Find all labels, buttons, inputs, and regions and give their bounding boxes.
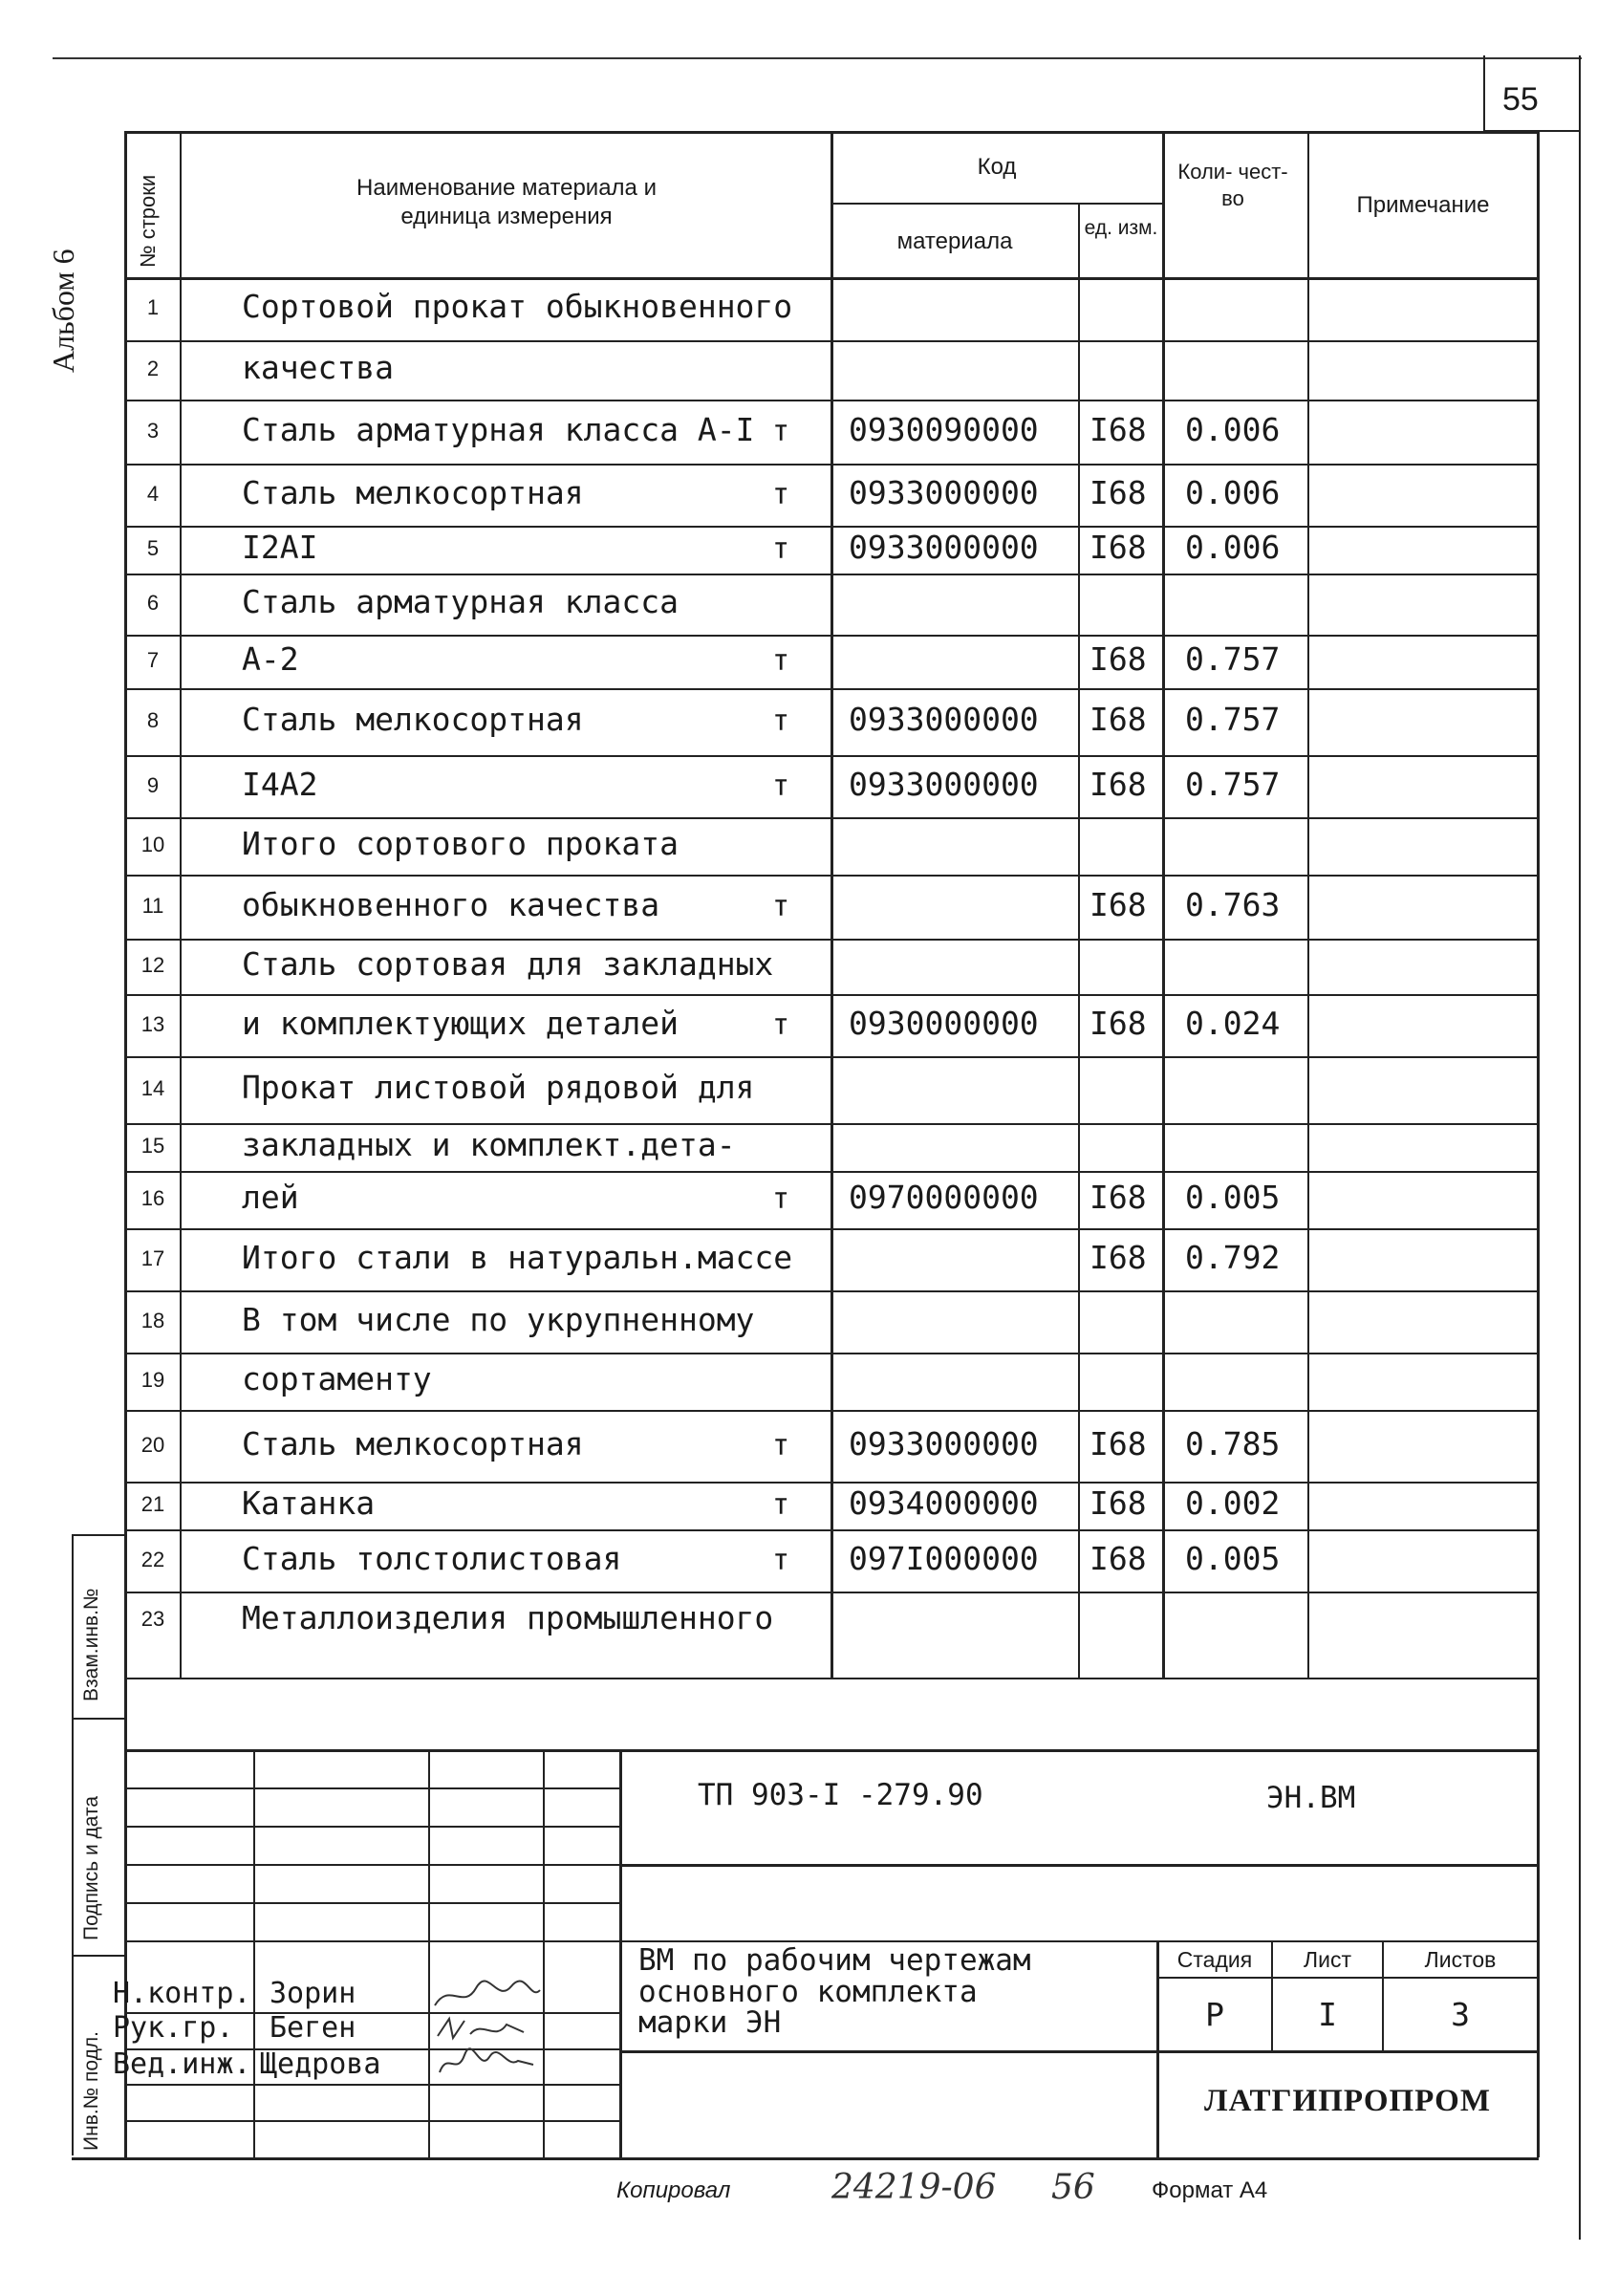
row-number: 10 (140, 833, 165, 856)
row-ed: I68 (1089, 765, 1147, 803)
col-divider-rowno (180, 131, 182, 1679)
side-label-sign-date: Подпись и дата (80, 1795, 102, 1940)
row-ed: I68 (1089, 1539, 1147, 1577)
row-code: 0933000000 (849, 765, 1039, 803)
row-number: 3 (146, 418, 160, 443)
row-number: 17 (140, 1245, 165, 1270)
stage-label: Стадия (1176, 1947, 1253, 1972)
row-number: 22 (140, 1547, 165, 1571)
col-divider-unit (1162, 131, 1165, 1679)
row-separator (124, 526, 1539, 528)
row-ed: I68 (1089, 640, 1147, 678)
frame-right (1579, 55, 1581, 2240)
doc-code: ТП 903-I -279.90 (698, 1778, 983, 1812)
row-name: В том числе по укрупненному (242, 1300, 755, 1338)
side-strip-top (72, 1534, 124, 1536)
row-name: А-2 (242, 640, 299, 678)
row-number: 18 (140, 1308, 165, 1332)
row-name: Сортовой прокат обыкновенного (242, 288, 793, 325)
row-separator (124, 1228, 1539, 1230)
row-ed: I68 (1089, 1004, 1147, 1042)
row-separator (124, 817, 1539, 819)
row-ed: I68 (1089, 701, 1147, 738)
stamp-grid-line (124, 1864, 619, 1866)
row-separator (124, 635, 1539, 637)
stamp-divider-main (619, 1749, 622, 2157)
row-separator (124, 1290, 1539, 1292)
stamp-title-line-3: марки ЭН (638, 2005, 782, 2041)
row-number: 14 (140, 1076, 165, 1100)
row-code: 0930090000 (849, 410, 1039, 448)
header-code: Код (977, 154, 1017, 180)
footer-copied-label: Копировал (616, 2177, 731, 2203)
page-number-box-left (1483, 55, 1485, 132)
row-name: Сталь арматурная класса А-I (242, 410, 755, 448)
row-separator (124, 1529, 1539, 1531)
stamp-grid-line (124, 2120, 619, 2122)
footer-format: Формат А4 (1152, 2177, 1268, 2203)
row-unit: т (772, 1543, 790, 1577)
row-name: Прокат листовой рядовой для (242, 1069, 755, 1106)
name-shchedrova: Щедрова (260, 2047, 381, 2081)
row-ed: I68 (1089, 1179, 1147, 1216)
row-code: 097I000000 (849, 1539, 1039, 1577)
row-number: 1 (146, 295, 160, 319)
name-begen: Беген (270, 2011, 356, 2045)
row-unit: т (772, 1182, 790, 1216)
row-code: 0970000000 (849, 1179, 1039, 1216)
row-number: 13 (140, 1011, 165, 1036)
header-note: Примечание (1356, 192, 1490, 218)
row-name: Сталь сортовая для закладных (242, 945, 774, 983)
row-unit: т (772, 1007, 790, 1042)
row-qty: 0.006 (1185, 473, 1281, 511)
stamp-title (638, 1945, 1031, 2039)
row-qty: 0.763 (1185, 885, 1281, 923)
row-qty: 0.785 (1185, 1424, 1281, 1462)
row-name: Сталь толстолистовая (242, 1539, 622, 1577)
row-name: сортаменту (242, 1360, 432, 1397)
doc-mark: ЭН.ВМ (1266, 1781, 1356, 1815)
row-separator (124, 1353, 1539, 1354)
row-separator (124, 1482, 1539, 1484)
stamp-bottom-border (72, 2157, 1539, 2160)
row-number: 6 (146, 591, 160, 615)
row-unit: т (772, 704, 790, 738)
sheets-label: Листов (1424, 1947, 1497, 1972)
row-name: и комплектующих деталей (242, 1004, 679, 1042)
col-divider-material (1078, 203, 1080, 1679)
side-strip-left (72, 1534, 74, 2155)
table-body-bottom (124, 1678, 1539, 1679)
sheet-label: Лист (1304, 1947, 1351, 1972)
organization-name: ЛАТГИПРОПРОМ (1204, 2084, 1491, 2118)
row-ed: I68 (1089, 410, 1147, 448)
header-quantity: Коли- чест- во (1177, 160, 1288, 210)
row-unit: т (772, 644, 790, 678)
row-separator (124, 688, 1539, 690)
row-name: Итого стали в натуральн.массе (242, 1238, 793, 1276)
row-number: 21 (140, 1492, 165, 1516)
role-ved-inzh: Вед.инж. (113, 2047, 251, 2081)
stamp-grid-line (124, 1826, 619, 1828)
top-rule (53, 57, 1582, 59)
row-separator (124, 875, 1539, 877)
row-unit: т (772, 532, 790, 566)
stamp-title-line-1: ВМ по рабочим чертежам (638, 1943, 1031, 1978)
row-separator (124, 994, 1539, 996)
row-code: 0933000000 (849, 529, 1039, 566)
row-qty: 0.757 (1185, 765, 1281, 803)
row-name: Металлоизделия промышленного (242, 1599, 774, 1636)
stamp-grid-line (124, 1902, 619, 1904)
row-separator (124, 1171, 1539, 1173)
side-strip-sep2 (72, 1955, 124, 1957)
row-name: I2AI (242, 529, 318, 566)
row-number: 2 (146, 357, 160, 380)
row-separator (124, 340, 1539, 342)
row-code: 0933000000 (849, 1424, 1039, 1462)
stamp-grid-line (124, 1940, 619, 1942)
row-ed: I68 (1089, 473, 1147, 511)
role-ruk-gr: Рук.гр. (113, 2011, 234, 2045)
stamp-grid-line (124, 1787, 619, 1789)
row-number: 8 (146, 708, 160, 732)
side-strip-sep1 (72, 1718, 124, 1720)
row-separator (124, 464, 1539, 466)
sheet-value: I (1318, 1996, 1337, 2033)
row-name: обыкновенного качества (242, 885, 660, 923)
row-separator (124, 574, 1539, 575)
row-name: I4A2 (242, 765, 318, 803)
row-number: 4 (146, 481, 160, 506)
row-qty: 0.792 (1185, 1238, 1281, 1276)
row-name: лей (242, 1179, 299, 1216)
name-zorin: Зорин (270, 1977, 356, 2010)
row-qty: 0.006 (1185, 529, 1281, 566)
row-name: Сталь арматурная класса (242, 583, 679, 620)
row-ed: I68 (1089, 529, 1147, 566)
row-separator (124, 1592, 1539, 1593)
row-ed: I68 (1089, 1238, 1147, 1276)
row-number: 7 (146, 648, 160, 672)
row-qty: 0.757 (1185, 701, 1281, 738)
role-n-kontr: Н.контр. (113, 1977, 251, 2010)
row-unit: т (772, 1428, 790, 1462)
stamp-code-bottom (619, 1864, 1539, 1867)
row-qty: 0.002 (1185, 1484, 1281, 1522)
row-number: 11 (141, 893, 164, 918)
row-unit: т (772, 477, 790, 511)
sheets-value: 3 (1451, 1996, 1470, 2033)
page-number: 55 (1502, 81, 1539, 118)
stamp-title-line-2: основного комплекта (638, 1974, 978, 2009)
row-number: 15 (140, 1134, 165, 1158)
row-separator (124, 939, 1539, 941)
header-unit: ед. изм. (1084, 217, 1158, 239)
row-unit: т (772, 414, 790, 448)
row-ed: I68 (1089, 1424, 1147, 1462)
stamp-stage-divider (1156, 1940, 1159, 2157)
album-label: Альбом 6 (46, 249, 80, 373)
row-qty: 0.024 (1185, 1004, 1281, 1042)
footer-copy-number: 24219-06 (831, 2168, 997, 2207)
row-unit: т (772, 1488, 790, 1522)
row-qty: 0.757 (1185, 640, 1281, 678)
row-number: 16 (140, 1186, 165, 1210)
row-ed: I68 (1089, 1484, 1147, 1522)
table-left-border (124, 131, 127, 2157)
row-name: закладных и комплект.дета- (242, 1126, 736, 1163)
stamp-stage-header-line (1156, 1977, 1539, 1979)
row-qty: 0.006 (1185, 410, 1281, 448)
row-separator (124, 1056, 1539, 1058)
row-code: 0933000000 (849, 701, 1039, 738)
row-name: Сталь мелкосортная (242, 1424, 584, 1462)
row-number: 19 (140, 1368, 165, 1392)
stamp-title-top (619, 1940, 1539, 1942)
table-right-border (1537, 131, 1540, 2157)
row-code: 0930000000 (849, 1004, 1039, 1042)
row-code: 0933000000 (849, 473, 1039, 511)
stamp-col1 (253, 1749, 255, 2157)
code-subheader-line (831, 203, 1164, 205)
row-unit: т (772, 889, 790, 923)
stage-value: Р (1205, 1996, 1224, 2033)
row-qty: 0.005 (1185, 1539, 1281, 1577)
row-name: Сталь мелкосортная (242, 473, 584, 511)
footer-copy-sheet: 56 (1051, 2168, 1095, 2207)
row-ed: I68 (1089, 885, 1147, 923)
stamp-col2 (428, 1749, 430, 2157)
row-separator (124, 400, 1539, 401)
side-label-inv-replace: Взам.инв.№ (80, 1588, 102, 1701)
row-separator (124, 1410, 1539, 1412)
row-separator (124, 755, 1539, 757)
header-name: Наименование материала и единица измерения (356, 175, 657, 229)
stamp-top-border (124, 1749, 1539, 1752)
header-row-no: № строки (136, 174, 160, 268)
row-number: 5 (146, 536, 160, 560)
row-name: Итого сортового проката (242, 825, 679, 862)
row-number: 20 (140, 1432, 165, 1457)
row-name: Сталь мелкосортная (242, 701, 584, 738)
row-unit: т (772, 769, 790, 803)
row-number: 9 (146, 772, 160, 797)
row-qty: 0.005 (1185, 1179, 1281, 1216)
signatures-image (430, 1977, 545, 2082)
row-number: 23 (140, 1607, 165, 1631)
side-label-inv-orig: Инв.№ подл. (80, 2031, 102, 2151)
stamp-title-bottom (619, 2050, 1539, 2053)
row-name: Катанка (242, 1484, 376, 1522)
row-number: 12 (140, 953, 165, 977)
row-separator (124, 1123, 1539, 1125)
stamp-col3 (543, 1749, 545, 2157)
row-code: 0934000000 (849, 1484, 1039, 1522)
row-name: качества (242, 349, 394, 386)
col-divider-name (831, 131, 833, 1679)
col-divider-qty (1307, 131, 1309, 1679)
stamp-grid-line (124, 2084, 619, 2086)
header-material: материала (896, 228, 1013, 254)
